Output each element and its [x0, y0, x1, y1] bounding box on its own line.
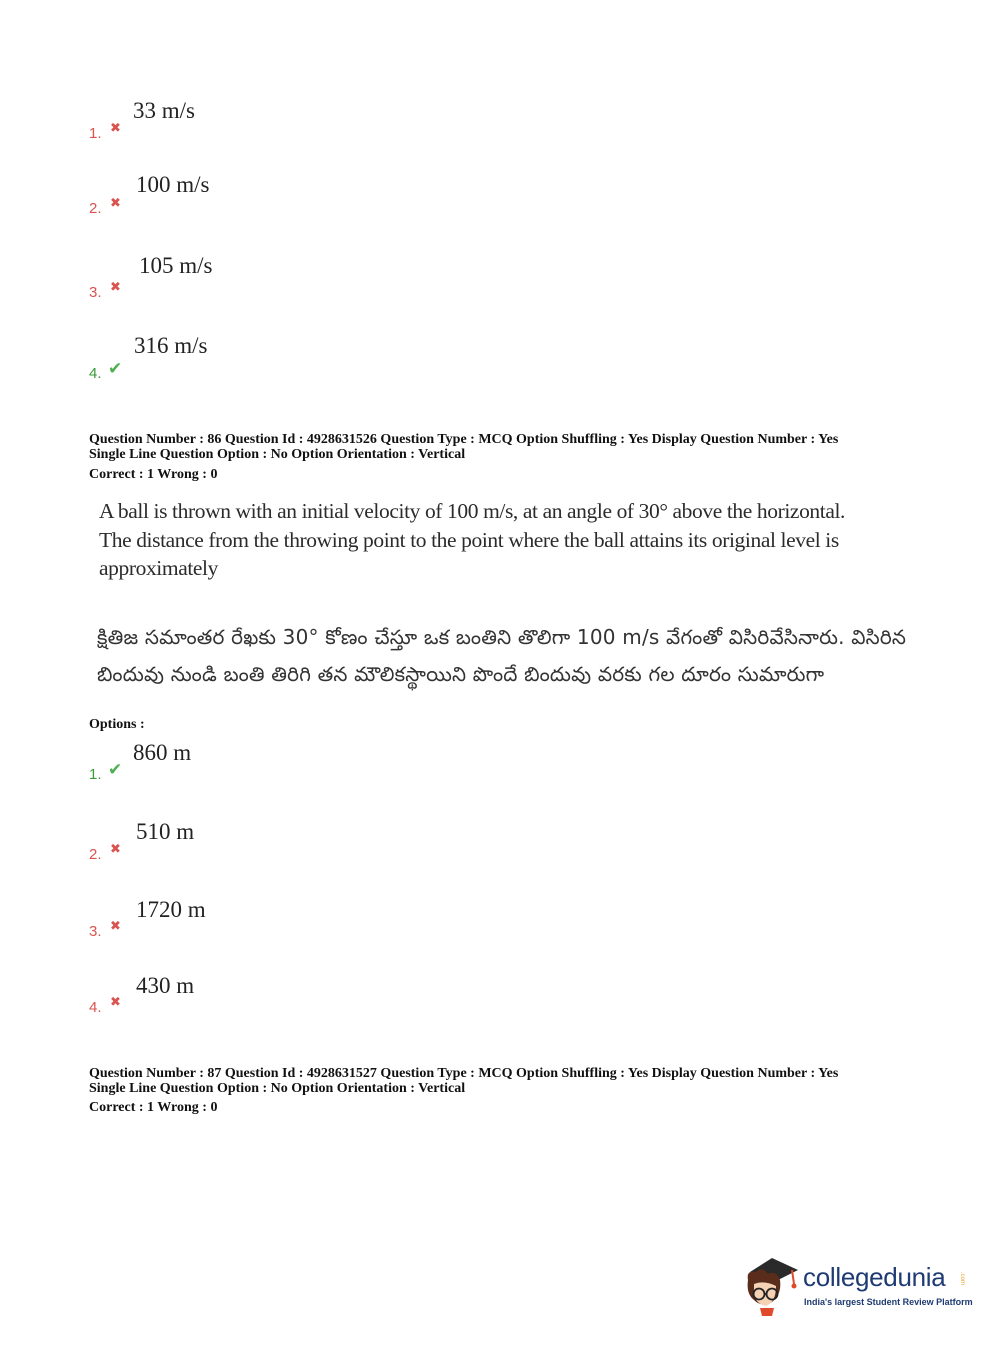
- question-text-english: [99, 497, 909, 583]
- option-number: 1.: [89, 125, 102, 142]
- collegedunia-logo: [742, 1250, 972, 1318]
- option-text: 860 m: [133, 740, 192, 765]
- question-meta-line1: Question Number : 86 Question Id : 4928631526 Question Type : MCQ Option Shuffling : Yes Display Question Number : Yes: [89, 432, 839, 447]
- question-text-telugu: [97, 619, 917, 693]
- mascot-icon: [742, 1250, 802, 1318]
- options-label: Options :: [89, 717, 145, 732]
- check-mark-icon: ✔: [108, 760, 123, 780]
- option-number: 4.: [89, 365, 102, 382]
- question-text-line: approximately: [99, 556, 218, 580]
- option-number: 2.: [89, 200, 102, 217]
- question-text-line: బిందువు నుండి బంతి తిరిగి తన మౌలికస్థాయిని పొందే బిందువు వరకు గల దూరం సుమారుగా: [97, 662, 825, 686]
- option-number: 1.: [89, 766, 102, 783]
- check-mark-icon: ✔: [108, 359, 123, 379]
- cross-mark-icon: ✖: [110, 196, 121, 211]
- option-text: 100 m/s: [136, 172, 210, 197]
- option-text: 510 m: [136, 819, 195, 844]
- brand-tagline: India's largest Student Review Platform: [804, 1297, 973, 1307]
- question-meta: [89, 1066, 838, 1096]
- option-text: 105 m/s: [139, 253, 213, 278]
- question-text-line: A ball is thrown with an initial velocity of 100 m/s, at an angle of 30° above the horizontal.: [99, 499, 846, 523]
- cross-mark-icon: ✖: [110, 842, 121, 857]
- option-number: 4.: [89, 999, 102, 1016]
- option-number: 3.: [89, 923, 102, 940]
- cross-mark-icon: ✖: [110, 995, 121, 1010]
- brand-name: collegedunia: [803, 1262, 946, 1292]
- question-text-line: The distance from the throwing point to the point where the ball attains its original level is: [99, 527, 839, 552]
- question-meta-line2: Single Line Question Option : No Option Orientation : Vertical: [89, 1081, 466, 1096]
- option-number: 3.: [89, 284, 102, 301]
- question-text-line: క్షితిజ సమాంతర రేఖకు 30° కోణం చేస్తూ ఒక బంతిని తొలిగా 100 m/s వేగంతో విసిరివేసినారు. విసిరిన: [97, 625, 907, 649]
- brand-suffix: .com: [959, 1272, 965, 1286]
- option-number: 2.: [89, 846, 102, 863]
- question-meta-line2: Single Line Question Option : No Option Orientation : Vertical: [89, 447, 466, 462]
- cross-mark-icon: ✖: [110, 121, 121, 136]
- option-text: 1720 m: [136, 897, 206, 922]
- option-text: 430 m: [136, 973, 195, 998]
- question-marks: Correct : 1 Wrong : 0: [89, 467, 218, 482]
- option-text: 33 m/s: [133, 98, 195, 123]
- cross-mark-icon: ✖: [110, 919, 121, 934]
- cross-mark-icon: ✖: [110, 280, 121, 295]
- question-meta: [89, 432, 838, 462]
- question-marks: Correct : 1 Wrong : 0: [89, 1100, 218, 1115]
- question-meta-line1: Question Number : 87 Question Id : 4928631527 Question Type : MCQ Option Shuffling : Yes Display Question Number : Yes: [89, 1066, 839, 1081]
- option-text: 316 m/s: [134, 333, 208, 358]
